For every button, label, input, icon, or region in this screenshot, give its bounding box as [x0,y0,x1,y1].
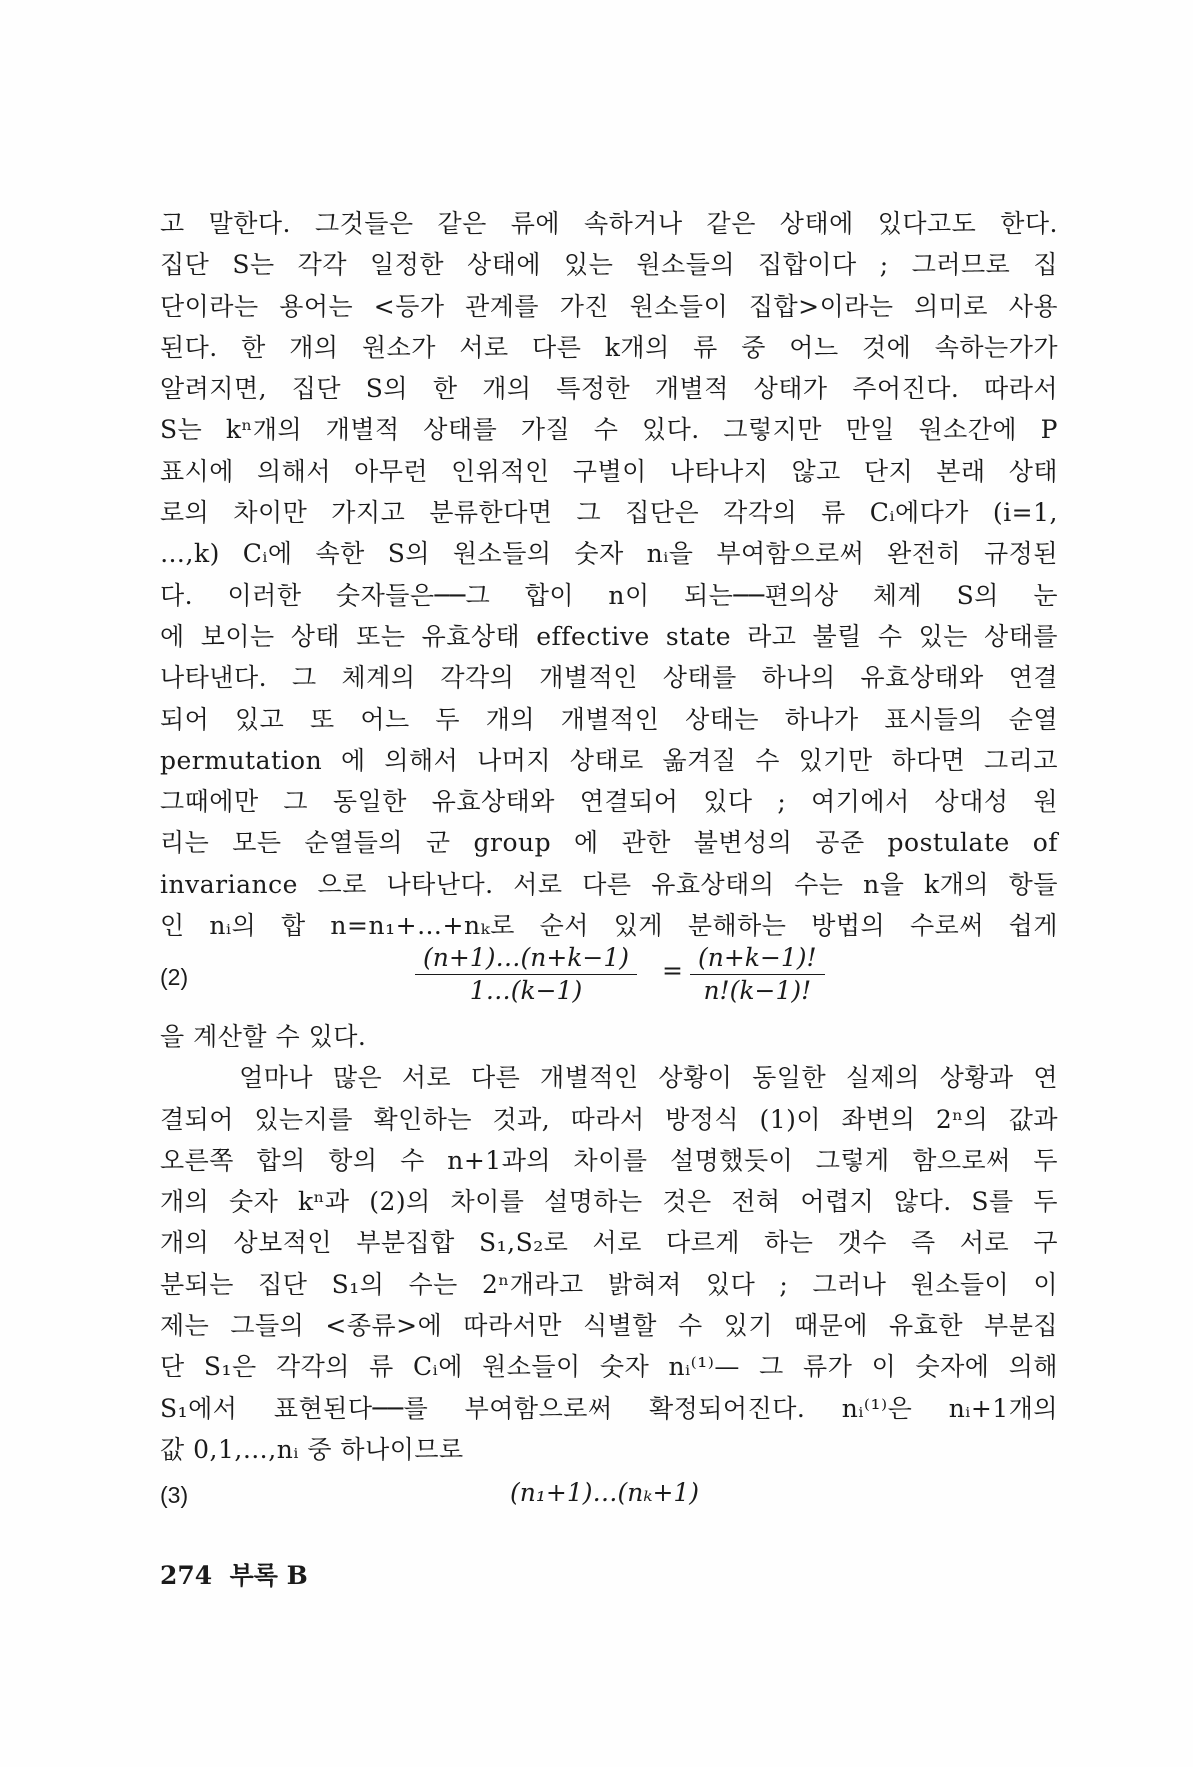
text-line: S는 kⁿ개의 개별적 상태를 가질 수 있다. 그렇지만 만일 원소간에 P [160,415,1058,445]
page-footer [160,1556,308,1592]
text-line: 을 계산할 수 있다. [160,1022,367,1051]
text-line: invariance 으로 나타난다. 서로 다른 유효상태의 수는 n을 k개의 항들 [160,869,1058,899]
equation-2 [160,934,1058,1014]
text-line: permutation 에 의해서 나머지 상태로 옮겨질 수 있기만 하다면 그리고 [160,745,1058,775]
text-line: 개의 상보적인 부분집합 S₁,S₂로 서로 다르게 하는 갯수 즉 서로 구 [160,1228,1058,1258]
fraction-denominator: 1…(k−1) [469,976,583,1005]
text-line: 얼마나 많은 서로 다른 개별적인 상황이 동일한 실제의 상황과 연 [160,1063,1058,1093]
equals-sign: = [662,956,683,985]
text-line: 된다. 한 개의 원소가 서로 다른 k개의 류 중 어느 것에 속하는가가 [160,332,1058,362]
text-line: 개의 숫자 kⁿ과 (2)의 차이를 설명하는 것은 전혀 어렵지 않다. S를 두 [160,1187,1058,1217]
text-line: 표시에 의해서 아무런 인위적인 구별이 나타나지 않고 단지 본래 상태 [160,456,1058,486]
fraction-numerator: (n+1)…(n+k−1) [415,942,637,975]
text-line: 되어 있고 또 어느 두 개의 개별적인 상태는 하나가 표시들의 순열 [160,704,1058,734]
text-line: 결되어 있는지를 확인하는 것과, 따라서 방정식 (1)이 좌변의 2ⁿ의 값과 [160,1104,1058,1134]
text-line: 단이라는 용어는 <등가 관계를 가진 원소들이 집합>이라는 의미로 사용 [160,291,1058,321]
text-line: 다. 이러한 숫자들은──그 합이 n이 되는──편의상 체계 S의 눈 [160,580,1058,610]
section-label: 부록 B [229,1561,308,1590]
text-line: …,k) Cᵢ에 속한 S의 원소들의 숫자 nᵢ을 부여함으로써 완전히 규정된 [160,539,1058,569]
fraction-left [415,942,637,1007]
text-line: 값 0,1,…,nᵢ 중 하나이므로 [160,1434,464,1464]
equation-3 [160,1476,1058,1516]
text-line: S₁에서 표현된다──를 부여함으로써 확정되어진다. nᵢ⁽¹⁾은 nᵢ+1개의 [160,1393,1058,1423]
text-line: 나타낸다. 그 체계의 각각의 개별적인 상태를 하나의 유효상태와 연결 [160,663,1058,693]
fraction-right [690,942,825,1007]
equation-expression: (n₁+1)…(nₖ+1) [510,1478,700,1507]
paragraph-1 [160,203,1058,946]
text-line: 집단 S는 각각 일정한 상태에 있는 원소들의 집합이다 ; 그러므로 집 [160,250,1058,280]
text-line: 단 S₁은 각각의 류 Cᵢ에 원소들이 숫자 nᵢ⁽¹⁾— 그 류가 이 숫자에 의해 [160,1352,1058,1382]
paragraph-2 [160,1016,1058,1470]
text-line: 알려지면, 집단 S의 한 개의 특정한 개별적 상태가 주어진다. 따라서 [160,374,1058,404]
fraction-denominator: n!(k−1)! [703,976,812,1005]
text-line: 제는 그들의 <종류>에 따라서만 식별할 수 있기 때문에 유효한 부분집 [160,1311,1058,1341]
page-number: 274 [160,1561,213,1590]
equation-number: (3) [160,1482,189,1508]
text-line: 그때에만 그 동일한 유효상태와 연결되어 있다 ; 여기에서 상대성 원 [160,787,1058,817]
text-line: 로의 차이만 가지고 분류한다면 그 집단은 각각의 류 Cᵢ에다가 (i=1, [160,498,1058,528]
text-line: 리는 모든 순열들의 군 group 에 관한 불변성의 공준 postulate of [160,828,1058,858]
equation-number: (2) [160,964,189,990]
text-line: 분되는 집단 S₁의 수는 2ⁿ개라고 밝혀져 있다 ; 그러나 원소들이 이 [160,1269,1058,1299]
text-line: 오른쪽 합의 항의 수 n+1과의 차이를 설명했듯이 그렇게 함으로써 두 [160,1145,1058,1175]
text-line: 고 말한다. 그것들은 같은 류에 속하거나 같은 상태에 있다고도 한다. [160,209,1058,238]
text-line: 인 nᵢ의 합 n=n₁+…+nₖ로 순서 있게 분해하는 방법의 수로써 쉽게 [160,911,1058,941]
fraction-numerator: (n+k−1)! [690,942,825,975]
text-line: 에 보이는 상태 또는 유효상태 effective state 라고 불릴 수 있는 상태를 [160,621,1058,651]
